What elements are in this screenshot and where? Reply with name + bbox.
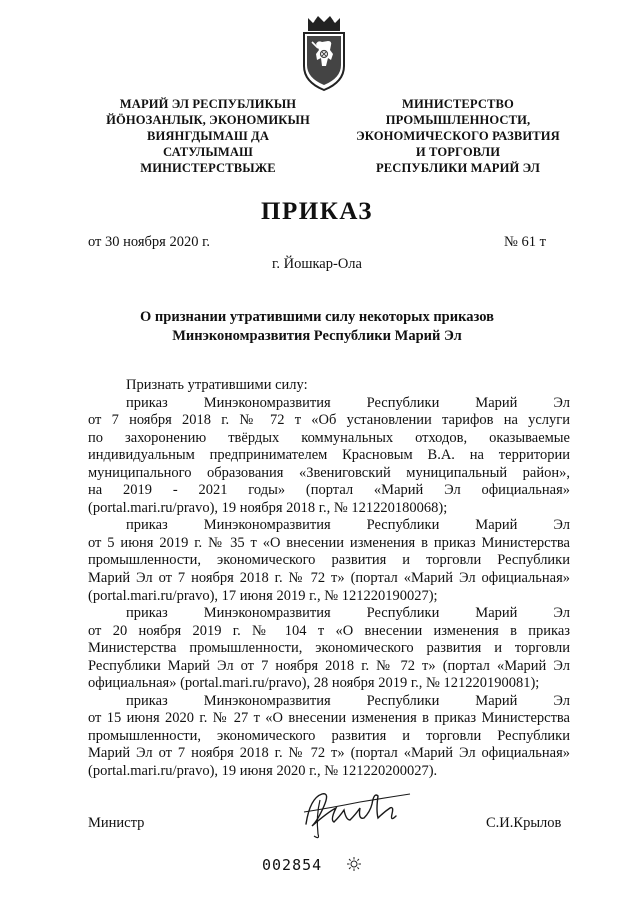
document-title: ПРИКАЗ	[261, 198, 373, 225]
document-number: № 61 т	[504, 234, 546, 250]
body-line: промышленности, экономического развития и торговли Республики	[88, 727, 570, 744]
body-line: муниципального образования «Звениговский муниципальный район»,	[88, 464, 570, 481]
body-line: Марий Эл от 7 ноября 2018 г. № 72 т» (портал «Марий Эл официальная»	[88, 570, 570, 587]
signatory-position: Министр	[88, 815, 145, 831]
sun-ornament-icon	[346, 856, 362, 872]
body-line: приказ Минэкономразвития Республики Марий Эл	[126, 394, 570, 411]
header-right-block	[330, 96, 586, 176]
serial-number: 002854	[262, 856, 323, 874]
body-line: на 2019 - 2021 годы» (портал «Марий Эл официальная»	[88, 482, 570, 499]
body-line: от 20 ноября 2019 г. № 104 т «О внесении изменения в приказ	[88, 622, 570, 639]
body-line: приказ Минэкономразвития Республики Марий Эл	[126, 605, 570, 622]
header-right-line: ПРОМЫШЛЕННОСТИ,	[385, 113, 531, 127]
header-right-line: И ТОРГОВЛИ	[415, 145, 501, 159]
body-line: от 5 июня 2019 г. № 35 т «О внесении изменения в приказ Министерства	[88, 534, 570, 551]
header-right-line: ЭКОНОМИЧЕСКОГО РАЗВИТИЯ	[356, 129, 560, 143]
body-line: промышленности, экономического развития и торговли Республики	[88, 552, 570, 569]
body-line: (portal.mari.ru/pravo), 19 ноября 2018 г., № 121220180068);	[88, 499, 448, 516]
body-line: Марий Эл от 7 ноября 2018 г. № 72 т» (портал «Марий Эл официальная»	[88, 745, 570, 762]
signatory-name: С.И.Крылов	[486, 815, 562, 831]
document-body	[88, 377, 570, 781]
body-line: (portal.mari.ru/pravo), 19 июня 2020 г., № 121220200027).	[88, 763, 438, 780]
header-left-line: ЙӦНОЗАНЛЫК, ЭКОНОМИКЫН	[106, 113, 310, 127]
document-subject	[0, 308, 634, 346]
body-intro-line: Признать утратившими силу:	[126, 377, 308, 393]
body-line: Министерства промышленности, экономического развития и торговли	[88, 640, 570, 657]
body-line: приказ Минэкономразвития Республики Марий Эл	[126, 517, 570, 534]
handwritten-signature	[300, 786, 416, 842]
body-line: от 7 ноября 2018 г. № 72 т «Об установлении тарифов на услуги	[88, 412, 570, 429]
header-left-line: ВИЯНГДЫМАШ ДА	[146, 129, 270, 143]
document-city: г. Йошкар-Ола	[272, 256, 362, 272]
coat-of-arms-icon	[298, 14, 350, 92]
subject-line: Минэкономразвития Республики Марий Эл	[172, 328, 462, 344]
body-line: Республики Марий Эл от 7 ноября 2018 г. № 72 т» (портал «Марий Эл	[88, 657, 570, 674]
body-line: от 15 июня 2020 г. № 27 т «О внесении изменения в приказ Министерства	[88, 710, 570, 727]
body-line: приказ Минэкономразвития Республики Марий Эл	[126, 692, 570, 709]
body-line: официальная» (portal.mari.ru/pravo), 28 ноября 2019 г., № 121220190081);	[88, 675, 540, 692]
body-line: по захоронению твёрдых коммунальных отходов, оказываемые	[88, 429, 570, 446]
header-left-line: САТУЛЫМАШ	[163, 145, 253, 159]
body-line: (portal.mari.ru/pravo), 17 июня 2019 г., № 121220190027);	[88, 587, 438, 604]
header-left-block	[88, 96, 328, 176]
subject-line: О признании утратившими силу некоторых приказов	[140, 309, 494, 325]
header-right-line: РЕСПУБЛИКИ МАРИЙ ЭЛ	[376, 161, 540, 175]
header-left-line: МАРИЙ ЭЛ РЕСПУБЛИКЫН	[119, 97, 297, 111]
document-date: от 30 ноября 2020 г.	[88, 234, 211, 250]
body-line: индивидуальным предпринимателем Красновым В.А. на территории	[88, 447, 570, 464]
header-left-line: МИНИСТЕРСТВЫЖЕ	[140, 161, 276, 175]
header-right-line: МИНИСТЕРСТВО	[402, 97, 514, 111]
